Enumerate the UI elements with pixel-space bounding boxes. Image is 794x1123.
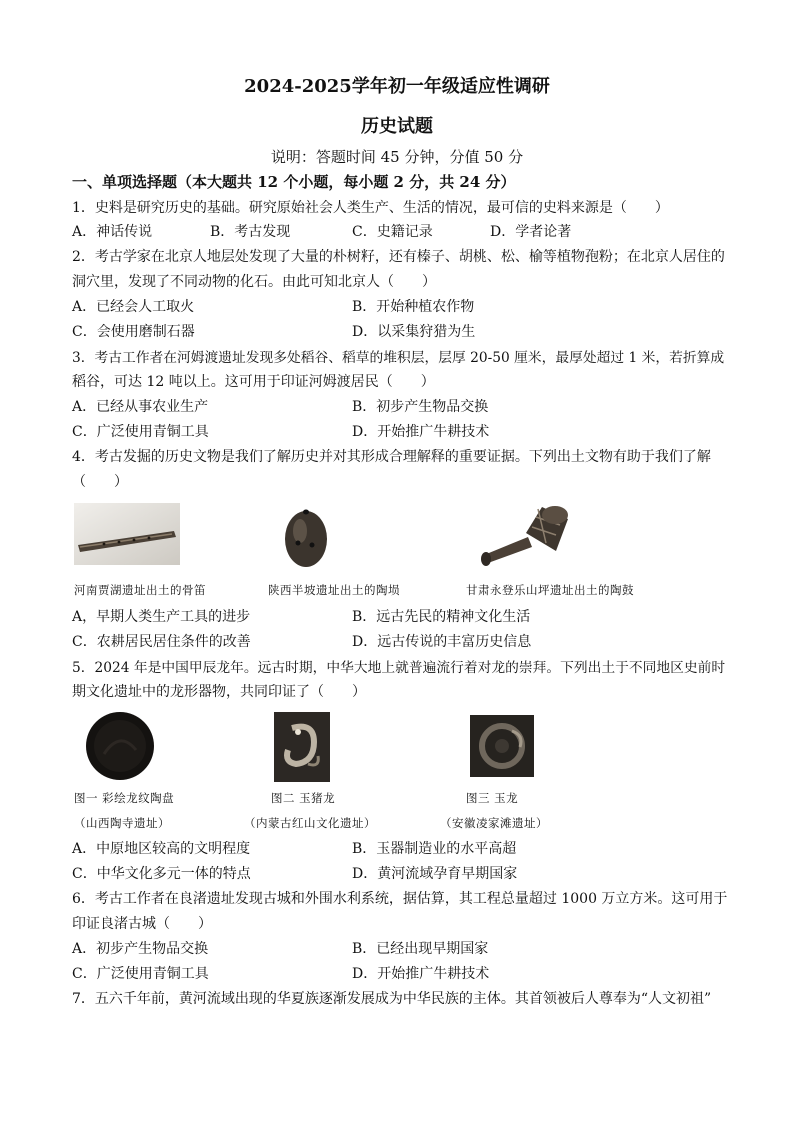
q4-option-b: B．远古先民的精神文化生活: [352, 609, 531, 625]
q6-option-b: B．已经出现早期国家: [352, 941, 489, 957]
q2-option-c: C．会使用磨制石器: [72, 324, 195, 340]
q4-caption-1: 河南贾湖遗址出土的骨笛: [74, 583, 206, 597]
exam-title: 2024-2025学年初一年级适应性调研: [244, 76, 550, 97]
q5-site-1: （山西陶寺遗址）: [74, 816, 170, 830]
q5-option-b: B．玉器制造业的水平高超: [352, 841, 517, 857]
q2-option-a: A．已经会人工取火: [72, 299, 195, 315]
q5-caption-3: 图三 玉龙: [466, 791, 519, 805]
q6-stem-line2: 印证良渚古城（ ）: [72, 916, 212, 932]
q2-option-b: B．开始种植农作物: [352, 299, 475, 315]
q6-option-c: C．广泛使用青铜工具: [72, 966, 209, 982]
q4-option-c: C．农耕居民居住条件的改善: [72, 634, 251, 650]
q1-option-c: C．史籍记录: [352, 224, 433, 240]
q2-option-d: D．以采集狩猎为生: [352, 324, 476, 340]
bone-flute-image: [74, 503, 180, 565]
q5-option-a: A．中原地区较高的文明程度: [72, 841, 251, 857]
q4-stem-line2: （ ）: [72, 474, 128, 490]
q3-option-d: D．开始推广牛耕技术: [352, 424, 490, 440]
q3-stem-line2: 稻谷，可达 12 吨以上。这可用于印证河姆渡居民（ ）: [72, 374, 435, 390]
q5-stem-line1: 5．2024 年是中国甲辰龙年。远古时期，中华大地上就普遍流行着对龙的崇拜。下列出土于不同地区史前时: [72, 660, 726, 676]
q2-stem-line2: 洞穴里，发现了不同动物的化石。由此可知北京人（ ）: [72, 274, 436, 290]
q4-caption-2: 陕西半坡遗址出土的陶埙: [268, 583, 400, 597]
q6-option-a: A．初步产生物品交换: [72, 941, 209, 957]
q5-site-2: （内蒙古红山文化遗址）: [244, 816, 376, 830]
q1-stem: 1．史料是研究历史的基础。研究原始社会人类生产、生活的情况，最可信的史料来源是（ ）: [72, 200, 669, 216]
pottery-xun-image: [280, 503, 332, 569]
q3-option-c: C．广泛使用青铜工具: [72, 424, 209, 440]
q1-option-a: A．神话传说: [72, 224, 153, 240]
jade-dragon-image: [470, 715, 534, 777]
q6-stem-line1: 6．考古工作者在良渚遗址发现古城和外围水利系统，据估算，其工程总量超过 1000 万立方米。这可用于: [72, 891, 728, 907]
q4-option-d: D．远古传说的丰富历史信息: [352, 634, 532, 650]
q2-stem-line1: 2．考古学家在北京人地层处发现了大量的朴树籽，还有榛子、胡桃、松、榆等植物孢粉；在北京人居住的: [72, 249, 725, 265]
q5-caption-2: 图二 玉猪龙: [271, 791, 336, 805]
q5-caption-1: 图一 彩绘龙纹陶盘: [74, 791, 175, 805]
q4-caption-3: 甘肃永登乐山坪遗址出土的陶鼓: [466, 583, 634, 597]
q5-stem-line2: 期文化遗址中的龙形器物，共同印证了（ ）: [72, 684, 366, 700]
q5-option-c: C．中华文化多元一体的特点: [72, 866, 251, 882]
section-title: 一、单项选择题（本大题共 12 个小题，每小题 2 分，共 24 分）: [72, 173, 516, 191]
q1-option-d: D．学者论著: [490, 224, 572, 240]
exam-subtitle: 历史试题: [361, 116, 433, 137]
q4-stem-line1: 4．考古发掘的历史文物是我们了解历史并对其形成合理解释的重要证据。下列出土文物有助于我们了解: [72, 449, 711, 465]
jade-pig-dragon-image: [274, 712, 330, 782]
q3-option-a: A．已经从事农业生产: [72, 399, 209, 415]
q7-stem-line1: 7．五六千年前，黄河流域出现的华夏族逐渐发展成为中华民族的主体。其首领被后人尊奉为“人文初祖”: [72, 991, 712, 1007]
pottery-drum-image: [476, 503, 572, 569]
q3-stem-line1: 3．考古工作者在河姆渡遗址发现多处稻谷、稻草的堆积层，层厚 20-50 厘米，最厚处超过 1 米，若折算成: [72, 350, 725, 366]
q1-option-b: B．考古发现: [210, 224, 291, 240]
exam-note: 说明：答题时间 45 分钟，分值 50 分: [270, 148, 524, 166]
q6-option-d: D．开始推广牛耕技术: [352, 966, 490, 982]
q3-option-b: B．初步产生物品交换: [352, 399, 489, 415]
q4-option-a: A，早期人类生产工具的进步: [72, 609, 251, 625]
dragon-plate-image: [84, 710, 156, 782]
q5-option-d: D．黄河流域孕育早期国家: [352, 866, 518, 882]
q5-site-3: （安徽凌家滩遗址）: [440, 816, 548, 830]
